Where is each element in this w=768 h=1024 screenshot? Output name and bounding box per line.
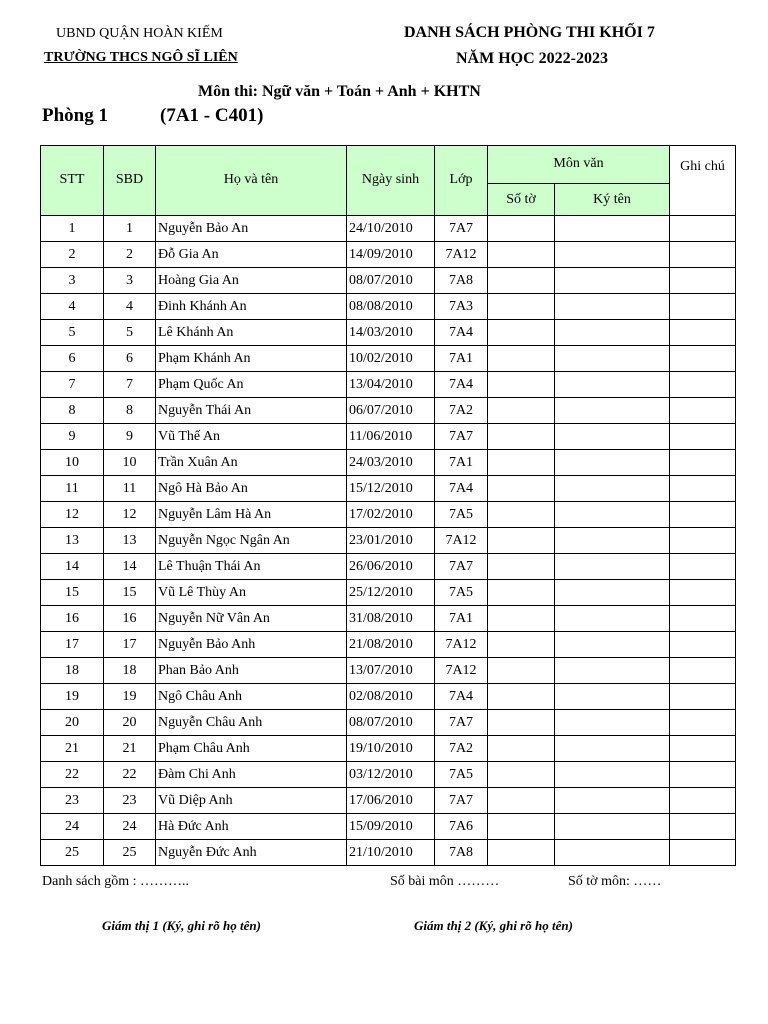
cell-name: Trần Xuân An	[156, 449, 347, 475]
cell-sheet-count	[488, 345, 555, 371]
cell-note	[670, 787, 736, 813]
exam-subjects: Môn thi: Ngữ văn + Toán + Anh + KHTN	[198, 83, 481, 100]
cell-dob: 19/10/2010	[347, 735, 435, 761]
cell-note	[670, 709, 736, 735]
cell-note	[670, 501, 736, 527]
cell-note	[670, 267, 736, 293]
cell-sbd: 24	[104, 813, 156, 839]
cell-stt: 18	[41, 657, 104, 683]
cell-sbd: 5	[104, 319, 156, 345]
cell-signature	[555, 449, 670, 475]
cell-dob: 14/09/2010	[347, 241, 435, 267]
cell-stt: 12	[41, 501, 104, 527]
cell-class: 7A1	[435, 605, 488, 631]
table-row	[41, 527, 736, 553]
proctor-1-signature-label: Giám thị 1 (Ký, ghi rõ họ tên)	[102, 918, 261, 933]
cell-sbd: 11	[104, 475, 156, 501]
cell-dob: 17/02/2010	[347, 501, 435, 527]
table-row	[41, 215, 736, 241]
table-row	[41, 449, 736, 475]
cell-class: 7A4	[435, 371, 488, 397]
cell-stt: 23	[41, 787, 104, 813]
table-row	[41, 293, 736, 319]
table-row	[41, 683, 736, 709]
header-subject-literature: Môn văn	[488, 146, 670, 184]
cell-name: Vũ Lê Thùy An	[156, 579, 347, 605]
cell-dob: 21/10/2010	[347, 839, 435, 865]
cell-note	[670, 241, 736, 267]
cell-class: 7A12	[435, 241, 488, 267]
cell-signature	[555, 579, 670, 605]
cell-stt: 20	[41, 709, 104, 735]
cell-dob: 26/06/2010	[347, 553, 435, 579]
cell-class: 7A3	[435, 293, 488, 319]
cell-note	[670, 475, 736, 501]
cell-stt: 17	[41, 631, 104, 657]
cell-class: 7A5	[435, 761, 488, 787]
cell-sbd: 7	[104, 371, 156, 397]
cell-class: 7A1	[435, 345, 488, 371]
cell-signature	[555, 709, 670, 735]
cell-stt: 7	[41, 371, 104, 397]
cell-sbd: 25	[104, 839, 156, 865]
cell-dob: 21/08/2010	[347, 631, 435, 657]
cell-class: 7A12	[435, 527, 488, 553]
table-row	[41, 501, 736, 527]
cell-class: 7A2	[435, 397, 488, 423]
cell-stt: 13	[41, 527, 104, 553]
cell-sheet-count	[488, 813, 555, 839]
cell-note	[670, 215, 736, 241]
cell-class: 7A1	[435, 449, 488, 475]
cell-signature	[555, 813, 670, 839]
cell-class: 7A7	[435, 215, 488, 241]
school-year: NĂM HỌC 2022-2023	[456, 50, 608, 67]
header-class: Lớp	[435, 146, 488, 216]
cell-signature	[555, 475, 670, 501]
cell-name: Phan Bảo Anh	[156, 657, 347, 683]
cell-sbd: 3	[104, 267, 156, 293]
cell-sheet-count	[488, 631, 555, 657]
cell-signature	[555, 423, 670, 449]
table-row	[41, 319, 736, 345]
cell-sheet-count	[488, 709, 555, 735]
cell-name: Nguyễn Ngọc Ngân An	[156, 527, 347, 553]
cell-sheet-count	[488, 397, 555, 423]
cell-signature	[555, 345, 670, 371]
student-roster-table	[40, 145, 736, 866]
cell-dob: 15/09/2010	[347, 813, 435, 839]
header-signature: Ký tên	[555, 183, 670, 215]
cell-name: Lê Khánh An	[156, 319, 347, 345]
cell-sheet-count	[488, 449, 555, 475]
cell-sbd: 9	[104, 423, 156, 449]
cell-note	[670, 839, 736, 865]
cell-sheet-count	[488, 241, 555, 267]
cell-note	[670, 345, 736, 371]
cell-stt: 10	[41, 449, 104, 475]
header-note-lower	[670, 183, 736, 215]
cell-class: 7A12	[435, 631, 488, 657]
cell-sbd: 20	[104, 709, 156, 735]
cell-name: Nguyễn Bảo Anh	[156, 631, 347, 657]
cell-sheet-count	[488, 371, 555, 397]
table-row	[41, 579, 736, 605]
table-row	[41, 475, 736, 501]
org-name-school: TRƯỜNG THCS NGÔ SĨ LIÊN	[44, 50, 238, 65]
cell-name: Nguyễn Nữ Vân An	[156, 605, 347, 631]
cell-name: Phạm Châu Anh	[156, 735, 347, 761]
cell-stt: 14	[41, 553, 104, 579]
cell-name: Vũ Thế An	[156, 423, 347, 449]
cell-name: Nguyễn Đức Anh	[156, 839, 347, 865]
org-name-district: UBND QUẬN HOÀN KIẾM	[56, 26, 223, 41]
cell-dob: 02/08/2010	[347, 683, 435, 709]
table-row	[41, 397, 736, 423]
cell-sheet-count	[488, 501, 555, 527]
cell-stt: 11	[41, 475, 104, 501]
room-code: (7A1 - C401)	[160, 105, 264, 126]
cell-sheet-count	[488, 683, 555, 709]
cell-signature	[555, 527, 670, 553]
cell-sbd: 15	[104, 579, 156, 605]
header-sheet-count: Số tờ	[488, 183, 555, 215]
cell-dob: 11/06/2010	[347, 423, 435, 449]
cell-signature	[555, 397, 670, 423]
table-row	[41, 735, 736, 761]
cell-name: Nguyễn Châu Anh	[156, 709, 347, 735]
cell-stt: 5	[41, 319, 104, 345]
cell-dob: 08/07/2010	[347, 267, 435, 293]
cell-stt: 24	[41, 813, 104, 839]
cell-class: 7A4	[435, 475, 488, 501]
cell-stt: 25	[41, 839, 104, 865]
cell-note	[670, 761, 736, 787]
cell-name: Nguyễn Lâm Hà An	[156, 501, 347, 527]
cell-signature	[555, 241, 670, 267]
cell-sbd: 12	[104, 501, 156, 527]
cell-class: 7A7	[435, 787, 488, 813]
cell-name: Nguyễn Thái An	[156, 397, 347, 423]
cell-dob: 15/12/2010	[347, 475, 435, 501]
cell-note	[670, 553, 736, 579]
table-row	[41, 345, 736, 371]
cell-sheet-count	[488, 319, 555, 345]
cell-sheet-count	[488, 423, 555, 449]
roster-body	[41, 215, 736, 865]
cell-name: Vũ Diệp Anh	[156, 787, 347, 813]
cell-name: Đinh Khánh An	[156, 293, 347, 319]
cell-stt: 22	[41, 761, 104, 787]
cell-sheet-count	[488, 735, 555, 761]
cell-name: Hoàng Gia An	[156, 267, 347, 293]
cell-signature	[555, 787, 670, 813]
cell-stt: 21	[41, 735, 104, 761]
cell-stt: 8	[41, 397, 104, 423]
cell-class: 7A5	[435, 579, 488, 605]
cell-sbd: 8	[104, 397, 156, 423]
cell-class: 7A5	[435, 501, 488, 527]
table-row	[41, 605, 736, 631]
cell-dob: 31/08/2010	[347, 605, 435, 631]
cell-stt: 16	[41, 605, 104, 631]
cell-name: Lê Thuận Thái An	[156, 553, 347, 579]
cell-signature	[555, 501, 670, 527]
cell-dob: 25/12/2010	[347, 579, 435, 605]
cell-dob: 13/04/2010	[347, 371, 435, 397]
cell-signature	[555, 631, 670, 657]
cell-class: 7A4	[435, 683, 488, 709]
cell-dob: 24/10/2010	[347, 215, 435, 241]
table-row	[41, 813, 736, 839]
cell-note	[670, 605, 736, 631]
cell-signature	[555, 553, 670, 579]
cell-signature	[555, 657, 670, 683]
cell-signature	[555, 605, 670, 631]
table-row	[41, 553, 736, 579]
cell-signature	[555, 683, 670, 709]
cell-sbd: 19	[104, 683, 156, 709]
cell-sheet-count	[488, 761, 555, 787]
cell-sheet-count	[488, 475, 555, 501]
footer-list-total: Danh sách gồm : ………..	[42, 874, 189, 889]
cell-stt: 4	[41, 293, 104, 319]
cell-dob: 14/03/2010	[347, 319, 435, 345]
cell-stt: 15	[41, 579, 104, 605]
header-stt: STT	[41, 146, 104, 216]
cell-note	[670, 423, 736, 449]
cell-class: 7A4	[435, 319, 488, 345]
cell-dob: 06/07/2010	[347, 397, 435, 423]
table-row	[41, 709, 736, 735]
cell-dob: 08/08/2010	[347, 293, 435, 319]
cell-signature	[555, 267, 670, 293]
cell-note	[670, 319, 736, 345]
header-dob: Ngày sinh	[347, 146, 435, 216]
header-note: Ghi chú	[670, 146, 736, 184]
cell-note	[670, 527, 736, 553]
cell-signature	[555, 293, 670, 319]
cell-sbd: 6	[104, 345, 156, 371]
cell-class: 7A2	[435, 735, 488, 761]
cell-sbd: 1	[104, 215, 156, 241]
cell-dob: 17/06/2010	[347, 787, 435, 813]
cell-sheet-count	[488, 787, 555, 813]
cell-signature	[555, 215, 670, 241]
cell-note	[670, 293, 736, 319]
header-sbd: SBD	[104, 146, 156, 216]
cell-stt: 3	[41, 267, 104, 293]
cell-name: Đàm Chi Anh	[156, 761, 347, 787]
cell-class: 7A7	[435, 709, 488, 735]
cell-sheet-count	[488, 839, 555, 865]
table-row	[41, 267, 736, 293]
cell-sheet-count	[488, 605, 555, 631]
cell-sheet-count	[488, 553, 555, 579]
cell-sbd: 21	[104, 735, 156, 761]
cell-sheet-count	[488, 579, 555, 605]
cell-sbd: 4	[104, 293, 156, 319]
cell-sheet-count	[488, 267, 555, 293]
cell-sbd: 17	[104, 631, 156, 657]
cell-class: 7A8	[435, 267, 488, 293]
cell-name: Ngô Hà Bảo An	[156, 475, 347, 501]
cell-class: 7A6	[435, 813, 488, 839]
table-row	[41, 371, 736, 397]
cell-note	[670, 371, 736, 397]
cell-signature	[555, 839, 670, 865]
cell-name: Phạm Khánh An	[156, 345, 347, 371]
cell-class: 7A7	[435, 423, 488, 449]
cell-dob: 03/12/2010	[347, 761, 435, 787]
cell-dob: 24/03/2010	[347, 449, 435, 475]
cell-name: Đỗ Gia An	[156, 241, 347, 267]
document-title: DANH SÁCH PHÒNG THI KHỐI 7	[404, 24, 655, 41]
cell-stt: 19	[41, 683, 104, 709]
cell-name: Phạm Quốc An	[156, 371, 347, 397]
room-label: Phòng 1	[42, 105, 108, 126]
header-name: Họ và tên	[156, 146, 347, 216]
cell-sheet-count	[488, 293, 555, 319]
cell-sbd: 22	[104, 761, 156, 787]
cell-name: Hà Đức Anh	[156, 813, 347, 839]
cell-name: Ngô Châu Anh	[156, 683, 347, 709]
cell-signature	[555, 371, 670, 397]
footer-exam-count: Số bài môn ………	[390, 874, 500, 889]
cell-sbd: 16	[104, 605, 156, 631]
cell-sbd: 14	[104, 553, 156, 579]
cell-class: 7A7	[435, 553, 488, 579]
table-row	[41, 787, 736, 813]
cell-dob: 23/01/2010	[347, 527, 435, 553]
cell-dob: 13/07/2010	[347, 657, 435, 683]
cell-note	[670, 397, 736, 423]
cell-sheet-count	[488, 527, 555, 553]
cell-sbd: 18	[104, 657, 156, 683]
cell-note	[670, 579, 736, 605]
footer-sheet-count: Số tờ môn: ……	[568, 874, 662, 889]
cell-stt: 2	[41, 241, 104, 267]
cell-dob: 08/07/2010	[347, 709, 435, 735]
cell-sbd: 2	[104, 241, 156, 267]
cell-name: Nguyễn Bảo An	[156, 215, 347, 241]
cell-dob: 10/02/2010	[347, 345, 435, 371]
cell-note	[670, 735, 736, 761]
table-row	[41, 241, 736, 267]
proctor-2-signature-label: Giám thị 2 (Ký, ghi rõ họ tên)	[414, 918, 573, 933]
table-row	[41, 761, 736, 787]
table-row	[41, 839, 736, 865]
cell-sbd: 13	[104, 527, 156, 553]
table-row	[41, 423, 736, 449]
cell-note	[670, 657, 736, 683]
cell-class: 7A12	[435, 657, 488, 683]
cell-class: 7A8	[435, 839, 488, 865]
cell-signature	[555, 735, 670, 761]
cell-note	[670, 449, 736, 475]
table-row	[41, 657, 736, 683]
table-row	[41, 631, 736, 657]
cell-note	[670, 683, 736, 709]
cell-sheet-count	[488, 657, 555, 683]
cell-note	[670, 631, 736, 657]
cell-sbd: 10	[104, 449, 156, 475]
cell-stt: 9	[41, 423, 104, 449]
cell-sbd: 23	[104, 787, 156, 813]
cell-signature	[555, 761, 670, 787]
cell-signature	[555, 319, 670, 345]
cell-stt: 1	[41, 215, 104, 241]
cell-sheet-count	[488, 215, 555, 241]
cell-stt: 6	[41, 345, 104, 371]
cell-note	[670, 813, 736, 839]
